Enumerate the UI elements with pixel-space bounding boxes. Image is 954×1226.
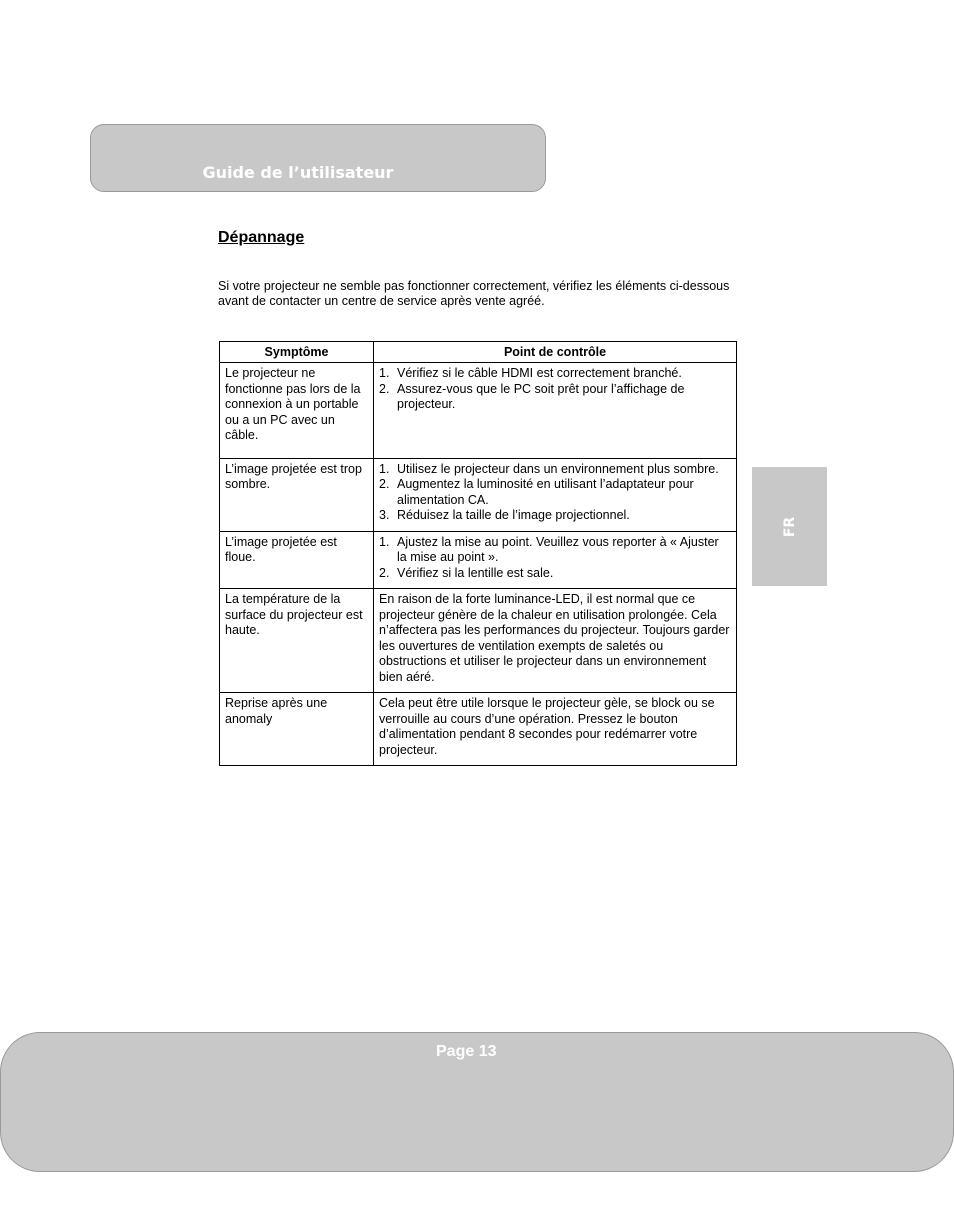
checkpoint-cell: Cela peut être utile lorsque le projecteur gèle, se block ou se verrouille au cours d’une opération. Pressez le bouton d’alimentation pendant 8 secondes pour redémarrer votre projecteur.: [374, 693, 737, 766]
check-item: 2. Vérifiez si la lentille est sale.: [379, 565, 554, 580]
check-list: [379, 366, 731, 413]
checkpoint-cell: [374, 363, 737, 459]
check-item: 1. Ajustez la mise au point. Veuillez vous reporter à « Ajuster la mise au point ».: [379, 534, 719, 564]
footer-banner: [0, 1032, 954, 1172]
check-item: 1. Utilisez le projecteur dans un environnement plus sombre.: [379, 461, 719, 476]
check-item: 2. Augmentez la luminosité en utilisant l’adaptateur pour alimentation CA.: [379, 477, 694, 507]
check-item: 2. Assurez-vous que le PC soit prêt pour l’affichage de projecteur.: [379, 381, 685, 411]
page-number: Page 13: [436, 1043, 497, 1060]
table-row: [220, 531, 737, 589]
symptom-cell: L’image projetée est floue.: [220, 531, 374, 589]
table-row: [220, 458, 737, 531]
header-symptom: Symptôme: [220, 342, 374, 363]
language-tab: [752, 467, 827, 586]
header-banner: [90, 124, 546, 192]
symptom-cell: Reprise après une anomaly: [220, 693, 374, 766]
language-label: FR: [781, 516, 798, 537]
intro-paragraph: Si votre projecteur ne semble pas fonctionner correctement, vérifiez les éléments ci-dessous avant de contacter un centre de service après vente agréé.: [218, 279, 730, 308]
symptom-cell: Le projecteur ne fonctionne pas lors de la connexion à un portable ou a un PC avec un câble.: [220, 363, 374, 459]
symptom-cell: La température de la surface du projecteur est haute.: [220, 589, 374, 693]
checkpoint-cell: [374, 458, 737, 531]
table-header-row: [220, 342, 737, 363]
symptom-cell: L’image projetée est trop sombre.: [220, 458, 374, 531]
table-row: [220, 693, 737, 766]
document-title: Guide de l’utilisateur: [202, 163, 394, 182]
table-row: [220, 589, 737, 693]
check-list: [379, 535, 731, 582]
checkpoint-cell: [374, 531, 737, 589]
check-item: 1. Vérifiez si le câble HDMI est correctement branché.: [379, 366, 682, 380]
check-list: [379, 462, 731, 524]
check-item: 3. Réduisez la taille de l’image projectionnel.: [379, 508, 630, 522]
section-title: Dépannage: [218, 229, 305, 246]
header-checkpoint: Point de contrôle: [374, 342, 737, 363]
checkpoint-cell: En raison de la forte luminance-LED, il est normal que ce projecteur génère de la chaleur en utilisation prolongée. Cela n’affectera pas les performances du projecteur. Toujours garder les ouvertures de ventilation exempts de saletés ou obstructions et utiliser le projecteur dans un environnement bien aéré.: [374, 589, 737, 693]
troubleshooting-table: [219, 341, 737, 766]
table-row: [220, 363, 737, 459]
